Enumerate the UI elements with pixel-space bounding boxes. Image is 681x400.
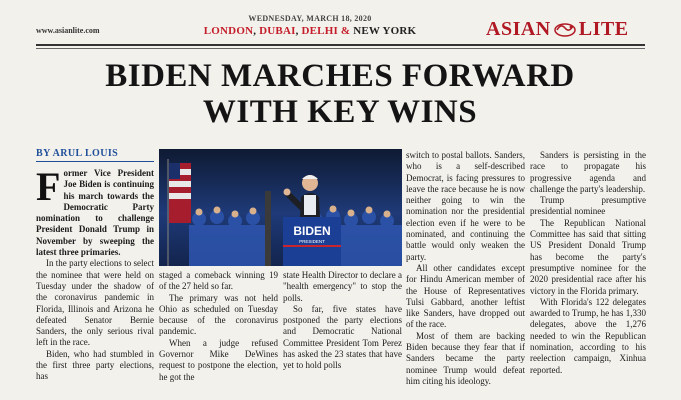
- column-4: [406, 150, 525, 387]
- headline-line-1: BIDEN MARCHES FORWARD: [105, 58, 575, 94]
- city-list: LONDON, DUBAI, DELHI & NEW YORK: [203, 25, 417, 37]
- paragraph: Biden, who had stumbled in the first three party elections, has: [36, 348, 154, 382]
- masthead-rule-thin: [36, 48, 645, 49]
- biden-rally-photo: [159, 149, 402, 266]
- logo-text-left: ASIAN: [486, 17, 551, 40]
- paragraph: staged a comeback winning 19 of the 27 held so far.: [159, 270, 278, 292]
- drop-cap: F: [36, 164, 61, 209]
- lead-paragraph: Former Vice President Joe Biden is continuing his march towards the Democratic Party nomination to challenge President Donald Trump in November by sweeping the latest three primaries.: [36, 164, 154, 258]
- paragraph: state Health Director to declare a "health emergency" to stop the polls.: [283, 270, 402, 303]
- paragraph: With Florida's 122 delegates awarded to Trump, he has 1,330 delegates, above the 1,276 needed to win the Republican nomination, according to his reelection campaign, Xinhua reported.: [530, 296, 646, 375]
- podium-sign-text: BIDEN: [293, 224, 331, 238]
- city-delhi: DELHI: [301, 25, 338, 37]
- headline-line-2: WITH KEY WINS: [202, 94, 478, 130]
- byline-rule: [36, 161, 154, 162]
- paragraph: When a judge refused Governor Mike DeWines request to postpone the election, he got the: [159, 337, 278, 382]
- paragraph: Most of them are backing Biden because they fear that if Sanders became the party nominee Trump would defeat him citing his ideology.: [406, 330, 525, 386]
- dragon-emblem-icon: [554, 20, 576, 38]
- paragraph: In the party elections to select the nominee that were held on Tuesday under the shadow of the coronavirus pandemic in Florida, Illinois and Arizona he defeated Senator Bernie Sanders, the only serious rival left in the race.: [36, 258, 154, 348]
- column-1: [36, 164, 154, 383]
- city-new-york: NEW YORK: [353, 25, 417, 37]
- city-dubai: DUBAI: [259, 25, 296, 37]
- asian-lite-logo[interactable]: [486, 16, 646, 42]
- byline: BY ARUL LOUIS: [36, 148, 119, 159]
- podium-sign-subtext: PRESIDENT: [299, 239, 325, 244]
- paragraph: switch to postal ballots. Sanders, who is a self-described Democrat, is facing pressures to leave the race because he is now neither going to win the nomination nor the presidential election even if he were to be nominated, and continuing the battle would only weaken the party.: [406, 150, 525, 262]
- headline: [40, 58, 640, 130]
- dateline: WEDNESDAY, MARCH 18, 2020: [248, 14, 372, 23]
- subheading: Trump presumptive presidential nominee: [530, 195, 646, 217]
- column-2: [159, 270, 278, 383]
- logo-text-right: LITE: [578, 17, 629, 40]
- paragraph: Sanders is persisting in the race to propagate his progressive agenda and challenge the party's leadership.: [530, 150, 646, 194]
- column-5: [530, 150, 646, 376]
- site-url[interactable]: www.asianlite.com: [36, 26, 100, 35]
- article-photo: [159, 149, 402, 266]
- column-3: [283, 270, 402, 372]
- masthead-rule: [36, 44, 645, 46]
- paragraph: The Republican National Committee has said that sitting US President Donald Trump has become the party's presumptive nominee for the 2020 presidential race after his victory in the Florida primary.: [530, 217, 646, 296]
- paragraph: All other candidates except for Hindu American member of the House of Representatives Tulsi Gabbard, another leftist like Sanders, have dropped out of the race.: [406, 262, 525, 330]
- paragraph: So far, five states have postponed the party elections and Democratic National Committee President Tom Perez has asked the 23 states that have yet to hold polls: [283, 303, 402, 371]
- city-london: LONDON: [203, 25, 254, 37]
- paragraph: The primary was not held Ohio as scheduled on Tuesday because of the coronavirus pandemic.: [159, 292, 278, 337]
